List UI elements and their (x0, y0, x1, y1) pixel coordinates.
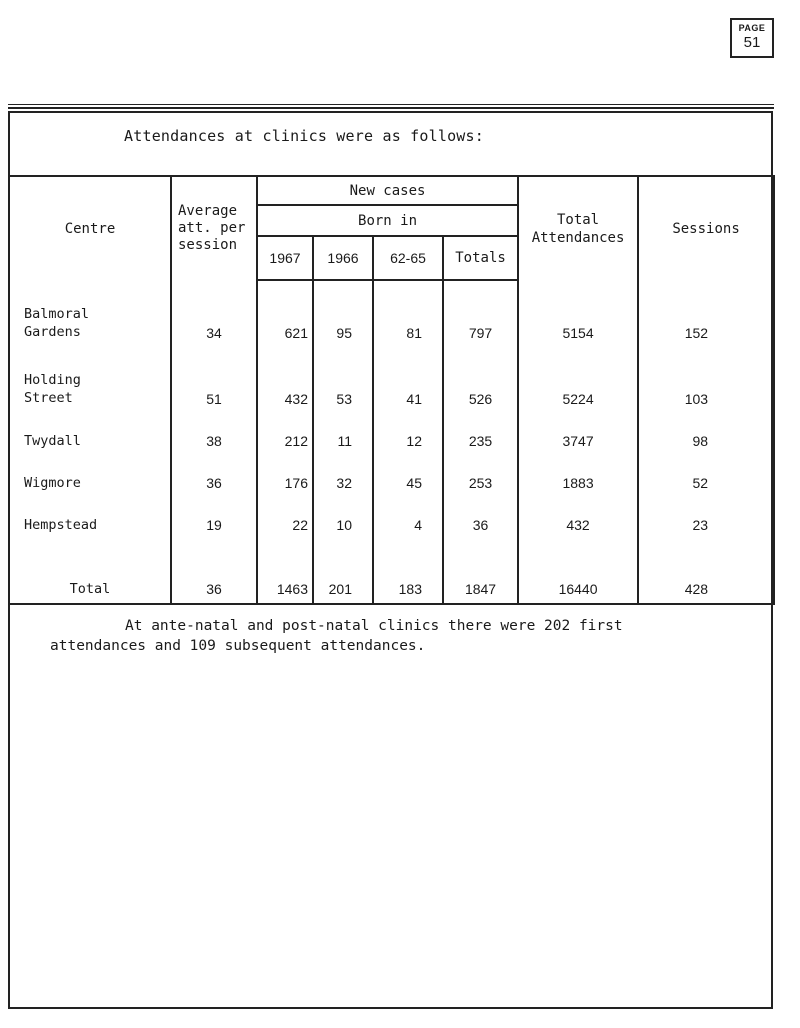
cell-sessions: 52 (638, 455, 774, 497)
cell-1967: 1463 (257, 539, 313, 604)
centre-name: Balmoral Gardens (24, 306, 90, 340)
cell-centre: Total (9, 539, 171, 604)
header-1967: 1967 (257, 236, 313, 280)
page-number-badge (730, 18, 774, 58)
cell-62-65: 4 (373, 497, 443, 539)
cell-1966: 53 (313, 347, 373, 413)
cell-62-65: 81 (373, 280, 443, 347)
header-average-text: Average att. per session (178, 203, 246, 253)
centre-name: Holding Street (24, 372, 81, 406)
cell-average: 36 (171, 539, 257, 604)
attendance-table-wrapper (8, 175, 773, 597)
page-number: 51 (743, 34, 761, 51)
header-62-65: 62-65 (373, 236, 443, 280)
cell-62-65: 12 (373, 413, 443, 455)
cell-average: 19 (171, 497, 257, 539)
cell-1966: 10 (313, 497, 373, 539)
header-sessions: Sessions (638, 176, 774, 280)
cell-totals: 1847 (443, 539, 518, 604)
cell-sessions: 428 (638, 539, 774, 604)
table-row (9, 497, 774, 539)
cell-average: 38 (171, 413, 257, 455)
cell-1967: 621 (257, 280, 313, 347)
cell-total-attendances: 432 (518, 497, 638, 539)
cell-totals: 526 (443, 347, 518, 413)
cell-average: 34 (171, 280, 257, 347)
cell-centre: Hempstead (9, 497, 171, 539)
cell-average: 36 (171, 455, 257, 497)
cell-1966: 11 (313, 413, 373, 455)
cell-totals: 797 (443, 280, 518, 347)
header-average (171, 176, 257, 280)
cell-62-65: 45 (373, 455, 443, 497)
cell-1966: 201 (313, 539, 373, 604)
table-row (9, 413, 774, 455)
cell-average: 51 (171, 347, 257, 413)
cell-totals: 253 (443, 455, 518, 497)
table-row (9, 347, 774, 413)
cell-centre (9, 347, 171, 413)
section-heading: Attendances at clinics were as follows: (124, 127, 484, 145)
cell-1967: 22 (257, 497, 313, 539)
cell-centre: Twydall (9, 413, 171, 455)
cell-total-attendances: 16440 (518, 539, 638, 604)
cell-sessions: 23 (638, 497, 774, 539)
header-totals: Totals (443, 236, 518, 280)
header-total-attendances-text: Total Attendances (531, 211, 625, 246)
attendance-table (8, 175, 775, 605)
top-double-rule (8, 104, 774, 109)
cell-sessions: 103 (638, 347, 774, 413)
page-label: PAGE (738, 23, 766, 33)
footnote-line-1: At ante-natal and post-natal clinics there were 202 first (125, 618, 623, 634)
cell-1967: 176 (257, 455, 313, 497)
header-1966: 1966 (313, 236, 373, 280)
table-row (9, 280, 774, 347)
footnote-line-2: attendances and 109 subsequent attendances. (50, 638, 426, 654)
header-born-in: Born in (257, 205, 518, 236)
cell-total-attendances: 3747 (518, 413, 638, 455)
header-centre: Centre (9, 176, 171, 280)
cell-totals: 235 (443, 413, 518, 455)
cell-1967: 212 (257, 413, 313, 455)
cell-centre (9, 280, 171, 347)
cell-62-65: 183 (373, 539, 443, 604)
cell-sessions: 98 (638, 413, 774, 455)
footnote-paragraph (50, 616, 750, 656)
cell-sessions: 152 (638, 280, 774, 347)
cell-1967: 432 (257, 347, 313, 413)
header-total-attendances (518, 176, 638, 280)
table-row (9, 455, 774, 497)
cell-total-attendances: 5154 (518, 280, 638, 347)
header-new-cases: New cases (257, 176, 518, 205)
cell-62-65: 41 (373, 347, 443, 413)
cell-totals: 36 (443, 497, 518, 539)
cell-total-attendances: 1883 (518, 455, 638, 497)
table-total-row (9, 539, 774, 604)
cell-1966: 95 (313, 280, 373, 347)
cell-centre: Wigmore (9, 455, 171, 497)
cell-1966: 32 (313, 455, 373, 497)
cell-total-attendances: 5224 (518, 347, 638, 413)
